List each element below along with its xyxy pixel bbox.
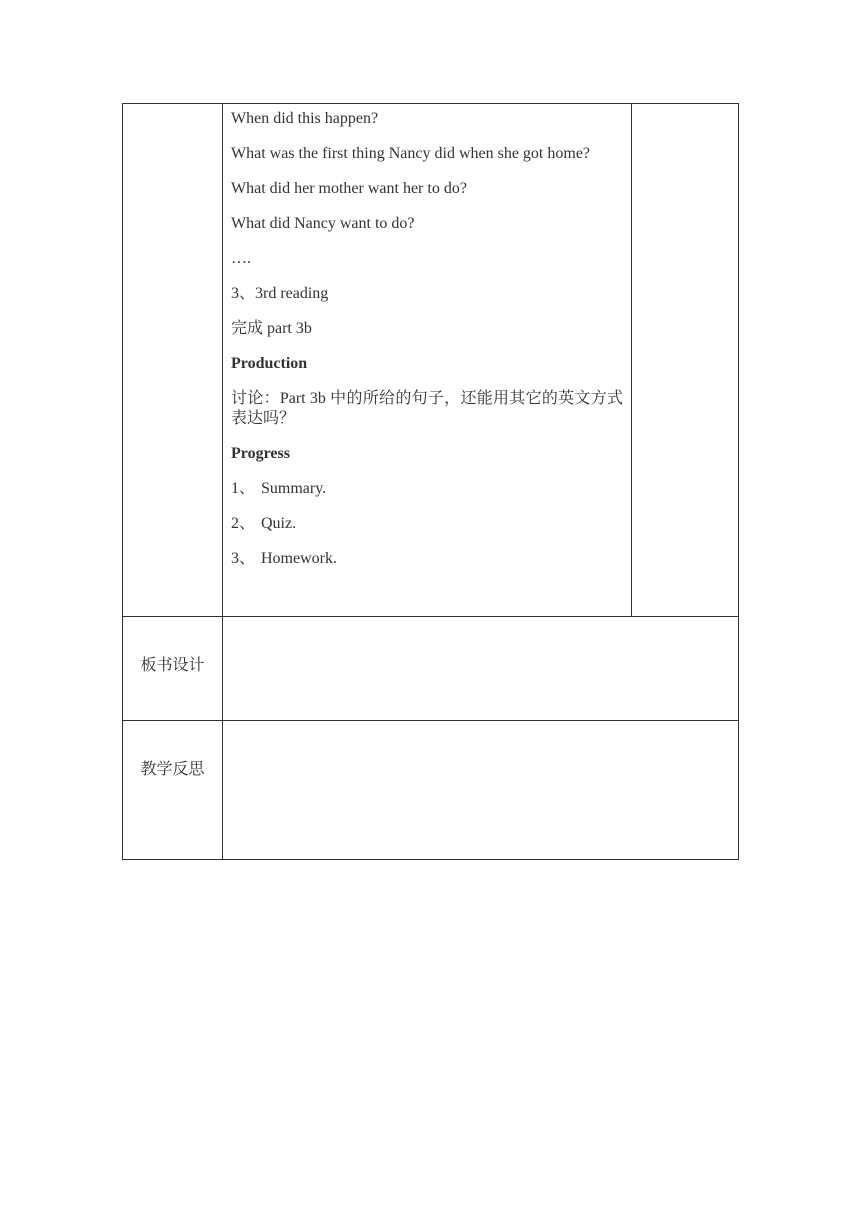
board-design-content xyxy=(223,617,739,721)
progress-item-number: 1、 xyxy=(231,480,256,497)
progress-item-text: Quiz. xyxy=(261,515,297,532)
production-text: 讨论：Part 3b 中的所给的句子，还能用其它的英文方式表达吗？ xyxy=(231,390,623,427)
question-line: What was the first thing Nancy did when she got home? xyxy=(231,145,591,162)
task-line: 完成 part 3b xyxy=(231,320,312,337)
question-line: When did this happen? xyxy=(231,110,379,127)
notes-cell xyxy=(632,104,739,617)
production-heading: Production xyxy=(231,355,308,372)
progress-item-text: Summary. xyxy=(261,480,327,497)
board-design-label-cell xyxy=(123,617,223,721)
progress-item-text: Homework. xyxy=(261,550,337,567)
third-reading-line: 3、3rd reading xyxy=(231,285,329,302)
progress-item xyxy=(231,479,623,499)
lesson-plan-table xyxy=(122,103,739,860)
teaching-reflection-content xyxy=(223,721,739,860)
progress-heading: Progress xyxy=(231,445,290,462)
question-line: What did her mother want her to do? xyxy=(231,180,467,197)
ellipsis-line: …. xyxy=(231,250,251,267)
board-design-row xyxy=(123,617,739,721)
progress-item-number: 3、 xyxy=(231,550,256,567)
process-label-cell xyxy=(123,104,223,617)
board-design-label: 板书设计 xyxy=(140,657,205,674)
teaching-reflection-row xyxy=(123,721,739,860)
process-content-cell xyxy=(223,104,632,617)
progress-item xyxy=(231,549,623,569)
progress-item xyxy=(231,514,623,534)
question-line: What did Nancy want to do? xyxy=(231,215,415,232)
progress-item-number: 2、 xyxy=(231,515,256,532)
teaching-reflection-label: 教学反思 xyxy=(140,761,205,778)
teaching-reflection-label-cell xyxy=(123,721,223,860)
process-row xyxy=(123,104,739,617)
